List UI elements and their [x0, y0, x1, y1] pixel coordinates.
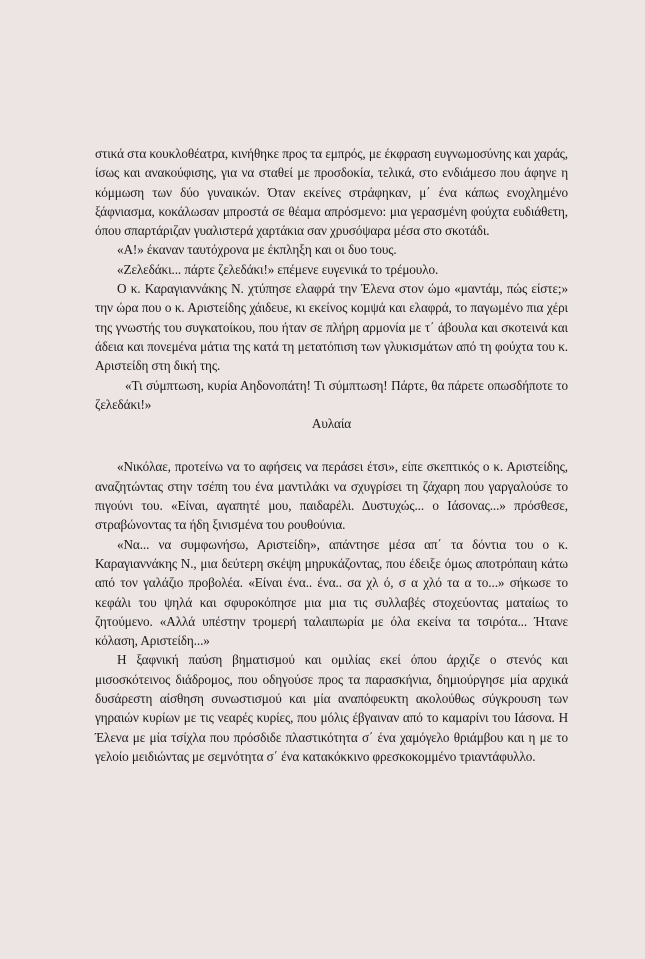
paragraph-6: «Νικόλαε, προτείνω να το αφήσεις να περάσει έτσι», είπε σκεπτικός ο κ. Αριστείδης, αναζητώντας στην τσέπη του ένα μαντιλάκι να σχυγρίσει τη ζάχαρη που γαργαλούσε το πιγούνι του. «Είναι, αγαπητέ μου, παιδαρέλι. Δυστυχώς... ο Ιάσονας...» πρόσθεσε, στραβώνοντας τα ήδη ξινισμένα του ρουθούνια. [95, 459, 568, 533]
paragraph-1: στικά στα κουκλοθέατρα, κινήθηκε προς τα εμπρός, με έκφραση ευγνωμοσύνης και χαράς, ίσως και ανακούφισης, για να σταθεί με προσδοκία, τελικά, στο ενδιάμεσο που άφηνε η κόμμωση των δύο γυναικών. Όταν εκείνες στράφηκαν, μ΄ ένα κάπως ενοχλημένο ξάφνιασμα, κοκάλωσαν μπροστά σε θέαμα απρόσμενο: μια γερασμένη φούχτα ευδιάθετη, όπου σπαρτάριζαν γυαλιστερά χαρτάκια σαν χρυσόψαρα μέσα στο σκοτάδι. [95, 146, 568, 239]
paragraph-2: «Α!» έκαναν ταυτόχρονα με έκπληξη και οι δυο τους. [117, 242, 397, 258]
page-text [95, 144, 568, 766]
paragraph-5: «Τι σύμπτωση, κυρία Αηδονοπάτη! Τι σύμπτωση! Πάρτε, θα πάρετε οπωσδήποτε το ζελεδάκι!» [95, 377, 568, 412]
section-spacer [95, 433, 568, 457]
paragraph-3: «Ζελεδάκι... πάρτε ζελεδάκι!» επέμενε ευγενικά το τρέμουλο. [117, 261, 439, 277]
paragraph-8: Η ξαφνική παύση βηματισμού και ομιλίας εκεί όπου άρχιζε ο στενός και μισοσκότεινος διάδρομος, που οδηγούσε προς τα παρασκήνια, δημιούργησε μία αρχικά δυσάρεστη αίσθηση συνωστισμού και μία αναπόφευκτη ακολούθως σύγκρουση των γηραιών κυρίων με τις νεαρές κυρίες, που μόλις έβγαιναν από το καμαρίνι του Ιάσονα. Η Έλενα με μία τσίχλα που πρόσδιδε πλαστικότητα σ΄ ένα χαμόγελο θριάμβου και η με το γελοίο μειδιώντας με σεμνότητα σ΄ ένα κατακόκκινο φρεσκοκομμένο τριαντάφυλλο. [95, 652, 568, 764]
paragraph-4: Ο κ. Καραγιαννάκης Ν. χτύπησε ελαφρά την Έλενα στον ώμο «μαντάμ, πώς είστε;» την ώρα που ο κ. Αριστείδης χάιδευε, κι εκείνος κομψά και ελαφρά, το παγωμένο πια χέρι της γνωστής του συγκατοίκου, που ήταν σε πλήρη αρμονία με τ΄ άβουλα και σκοτεινά και άδεια και πονεμένα μάτια της κατά τη μετατόπιση των γλυκισμάτων από τη φούχτα του κ. Αριστείδη στη δική της. [95, 281, 568, 374]
paragraph-7: «Να... να συμφωνήσω, Αριστείδη», απάντησε μέσα απ΄ τα δόντια του ο κ. Καραγιαννάκης Ν., μια δεύτερη σκέψη μηρυκάζοντας, που έδειξε όμως αποτρόπαιη κάτω από τον γαλάζιο προβολέα. «Είναι ένα.. ένα.. σα χλ ό, σ α χλό τα α το...» σήκωσε το κεφάλι του ψηλά και σφυροκόπησε μια μια τις συλλαβές στοχεύοντας ματαίως το ζητούμενο. «Αλλά υπέστην τρομερή ταλαιπωρία με όλα εκείνα τα τσιρότα... Ήτανε κόλαση, Αριστείδη...» [95, 536, 568, 649]
section-heading: Αυλαία [311, 416, 352, 432]
